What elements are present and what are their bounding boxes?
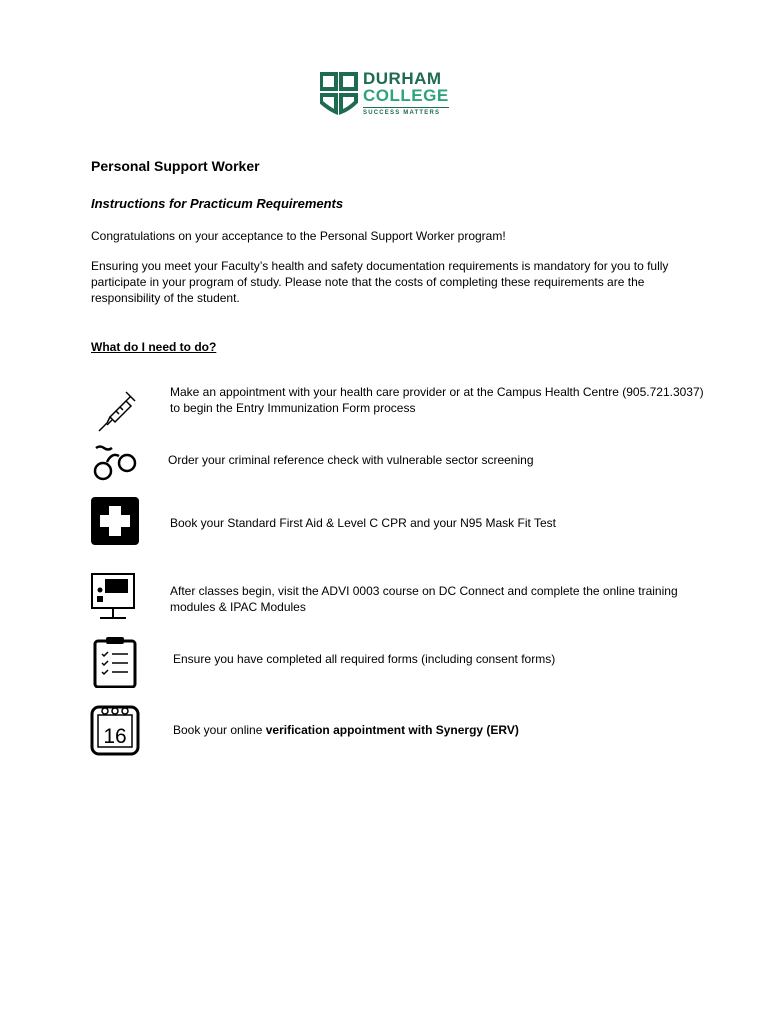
logo-college-text: COLLEGE	[363, 86, 449, 105]
document-title: Personal Support Worker	[91, 158, 260, 174]
step-first-aid-text: Book your Standard First Aid & Level C CPR and your N95 Mask Fit Test	[170, 516, 556, 530]
step-criminal-check-text: Order your criminal reference check with vulnerable sector screening	[168, 453, 534, 467]
section-heading: What do I need to do?	[91, 340, 217, 354]
document-subtitle: Instructions for Practicum Requirements	[91, 196, 344, 211]
syringe-icon	[90, 388, 142, 440]
step-immunization-text: Make an appointment with your health care provider or at the Campus Health Centre (905.721.3037) to begin the Entry Immunization Form process	[170, 385, 704, 415]
step-forms-text: Ensure you have completed all required forms (including consent forms)	[173, 652, 556, 666]
step-verification-prefix: Book your online	[173, 723, 266, 737]
handcuffs-icon	[90, 438, 142, 490]
step-training-text: After classes begin, visit the ADVI 0003 course on DC Connect and complete the online training modules & IPAC Modules	[170, 584, 678, 614]
logo-tagline: SUCCESS MATTERS	[363, 110, 441, 116]
step-verification-bold: verification appointment with Synergy (ERV)	[265, 723, 519, 737]
first-aid-icon	[90, 496, 142, 548]
requirements-paragraph: Ensuring you meet your Faculty’s health and safety documentation requirements is mandatory for you to fully participate in your program of study. Please note that the costs of completing these requirements are the responsibility of the student.	[91, 259, 669, 305]
logo-divider	[363, 107, 449, 108]
congratulations-paragraph: Congratulations on your acceptance to the Personal Support Worker program!	[91, 229, 506, 243]
calendar-day-number: 16	[103, 725, 127, 748]
clipboard-checklist-icon	[90, 636, 142, 688]
durham-college-shield-icon	[320, 72, 358, 116]
logo-durham-text: DURHAM	[363, 69, 442, 88]
calendar-icon	[90, 704, 142, 756]
step-verification-text	[173, 722, 718, 738]
durham-college-logo	[320, 70, 460, 120]
computer-training-icon	[88, 570, 140, 622]
